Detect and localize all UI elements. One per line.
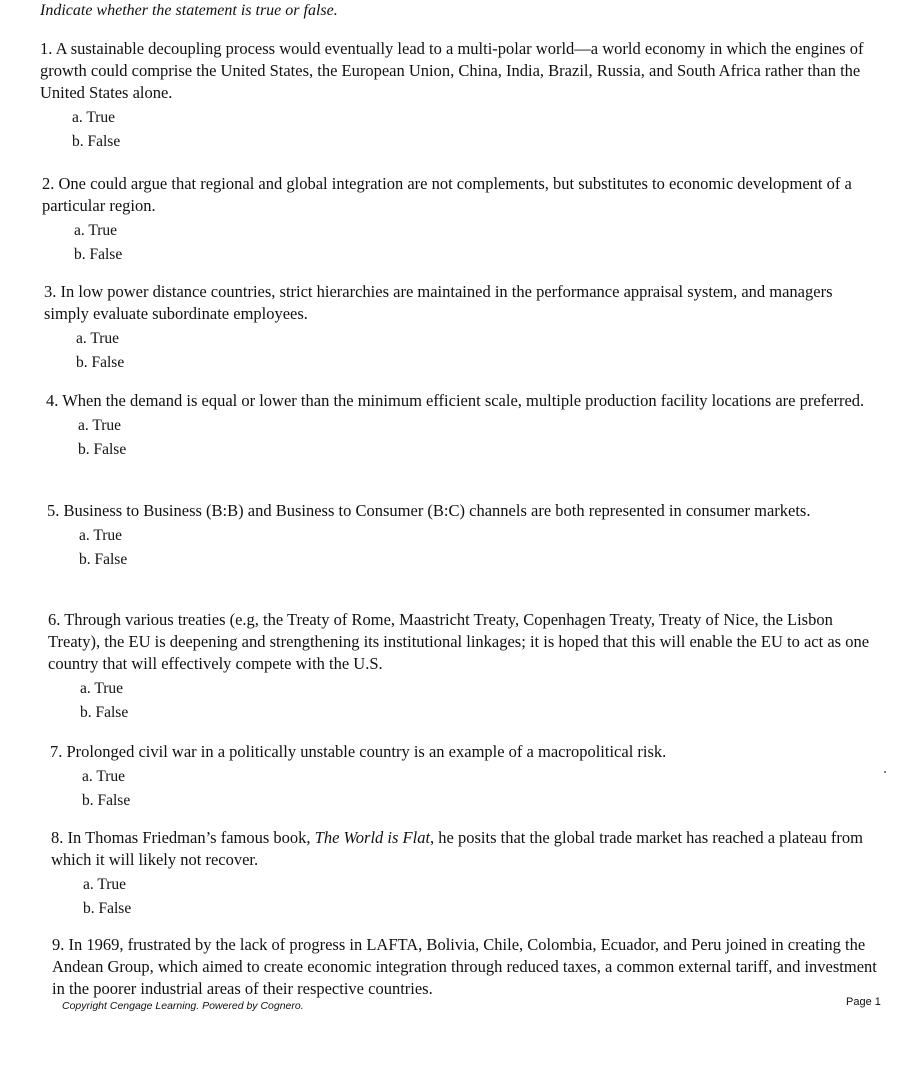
answer-options bbox=[78, 414, 876, 462]
question-text-start: 8. In Thomas Friedman’s famous book, bbox=[51, 828, 315, 847]
question-8 bbox=[51, 827, 881, 921]
question-7 bbox=[50, 741, 880, 813]
answer-options bbox=[74, 219, 872, 267]
question-text: 3. In low power distance countries, strict hierarchies are maintained in the performance appraisal system, and managers simply evaluate subordinate employees. bbox=[44, 282, 833, 323]
option-false[interactable]: b. False bbox=[80, 704, 129, 721]
copyright-footer: Copyright Cengage Learning. Powered by Cognero. bbox=[62, 1000, 304, 1012]
question-text: 5. Business to Business (B:B) and Business to Consumer (B:C) channels are both represented in consumer markets. bbox=[47, 501, 811, 520]
question-text: 2. One could argue that regional and global integration are not complements, but substitutes to economic development of a particular region. bbox=[42, 174, 852, 215]
instruction-text: Indicate whether the statement is true or false. bbox=[40, 2, 338, 19]
option-true[interactable]: a. True bbox=[83, 876, 127, 893]
option-true[interactable]: a. True bbox=[79, 527, 123, 544]
answer-options bbox=[83, 873, 881, 921]
answer-options bbox=[79, 524, 877, 572]
question-4 bbox=[46, 390, 876, 462]
option-false[interactable]: b. False bbox=[83, 900, 132, 917]
option-false[interactable]: b. False bbox=[76, 354, 125, 371]
option-false[interactable]: b. False bbox=[78, 441, 127, 458]
book-title: The World is Flat bbox=[314, 828, 431, 847]
question-text: 9. In 1969, frustrated by the lack of progress in LAFTA, Bolivia, Chile, Colombia, Ecuador, and Peru joined in creating the Andean Group, which aimed to create economic integration through reduced taxes, a common external tariff, and investment in the poorer industrial areas of their respective countries. bbox=[52, 935, 877, 998]
question-6 bbox=[48, 609, 878, 725]
option-false[interactable]: b. False bbox=[72, 133, 121, 150]
option-true[interactable]: a. True bbox=[74, 222, 118, 239]
option-true[interactable]: a. True bbox=[80, 680, 124, 697]
question-text bbox=[51, 827, 881, 871]
option-false[interactable]: b. False bbox=[82, 792, 131, 809]
question-5 bbox=[47, 500, 877, 572]
question-3 bbox=[44, 281, 874, 375]
question-1 bbox=[40, 38, 870, 154]
answer-options bbox=[72, 106, 870, 154]
answer-options bbox=[76, 327, 874, 375]
option-true[interactable]: a. True bbox=[82, 768, 126, 785]
question-text: 7. Prolonged civil war in a politically unstable country is an example of a macropolitical risk. bbox=[50, 742, 667, 761]
question-text: 1. A sustainable decoupling process would eventually lead to a multi-polar world—a world economy in which the engines of growth could comprise the United States, the European Union, China, India, Brazil, Russia, and South Africa rather than the United States alone. bbox=[40, 39, 864, 102]
option-true[interactable]: a. True bbox=[78, 417, 122, 434]
page-number: Page 1 bbox=[846, 996, 881, 1008]
question-text-end: , he posits that the global trade market has reached a plateau from which it will likely not recover. bbox=[51, 828, 864, 869]
option-false[interactable]: b. False bbox=[74, 246, 123, 263]
option-false[interactable]: b. False bbox=[79, 551, 128, 568]
question-2 bbox=[42, 173, 872, 267]
scan-speck bbox=[884, 771, 886, 773]
option-true[interactable]: a. True bbox=[72, 109, 116, 126]
answer-options bbox=[82, 765, 880, 813]
question-9 bbox=[52, 934, 882, 1000]
question-text: 4. When the demand is equal or lower than the minimum efficient scale, multiple production facility locations are preferred. bbox=[46, 391, 865, 410]
question-text: 6. Through various treaties (e.g, the Treaty of Rome, Maastricht Treaty, Copenhagen Treaty, Treaty of Nice, the Lisbon Treaty), the EU is deepening and strengthening its institutional linkages; it is hoped that this will enable the EU to act as one country that will effectively compete with the U.S. bbox=[48, 610, 870, 673]
answer-options bbox=[80, 677, 878, 725]
option-true[interactable]: a. True bbox=[76, 330, 120, 347]
